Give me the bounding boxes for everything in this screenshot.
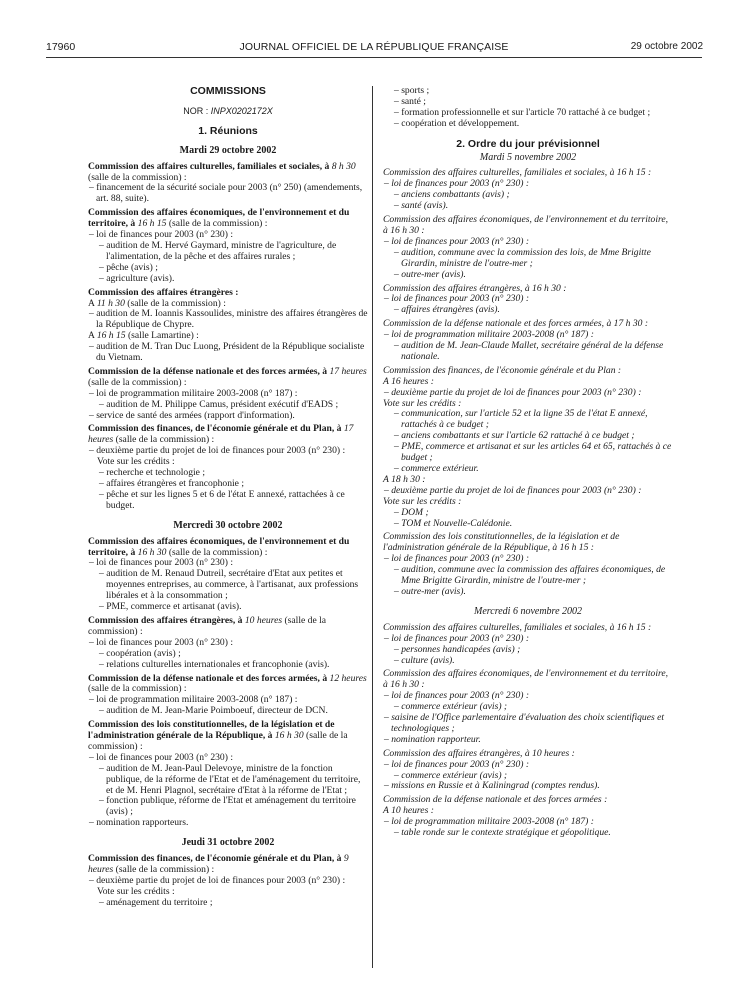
- committee-heading: Commission des finances, de l'économie générale et du Plan, à 9 heures (salle de la commission) :: [88, 853, 349, 875]
- right-column: [383, 86, 673, 839]
- agenda-item: – nomination rapporteurs.: [89, 817, 189, 829]
- time-line: A 11 h 30 (salle de la commission) :: [88, 297, 226, 309]
- agenda-subitem: – culture (avis).: [394, 654, 455, 666]
- agenda-subitem: – recherche et technologie ;: [99, 467, 206, 479]
- agenda-subitem: – commerce extérieur (avis) ;: [394, 701, 508, 713]
- agenda-subitem: – formation professionnelle et sur l'article 70 rattaché à ce budget ;: [394, 106, 651, 118]
- agenda-item: – loi de finances pour 2003 (n° 230) :: [89, 557, 233, 569]
- agenda-subitem: – pêche (avis) ;: [99, 261, 158, 273]
- agenda-item: – loi de programmation militaire 2003-2008 (n° 187) :: [384, 329, 594, 341]
- agenda-subitem: – affaires étrangères et francophonie ;: [99, 478, 244, 489]
- nor-reference: NOR : INPX0202172X: [183, 105, 273, 116]
- agenda-item: – loi de finances pour 2003 (n° 230) :: [384, 553, 530, 565]
- committee-heading: Commission des affaires culturelles, familiales et sociales, à 8 h 30 (salle de la commission) :: [88, 160, 356, 183]
- agenda-subitem: – audition de M. Hervé Gaymard, ministre de l'agriculture, de l'alimentation, de la pêche et des affaires rurales ;: [99, 239, 337, 262]
- committee-heading: Commission des affaires culturelles, familiales et sociales, à 16 h 15 :: [383, 621, 652, 633]
- vote-label: Vote sur les crédits :: [383, 397, 462, 409]
- vote-label: Vote sur les crédits :: [383, 495, 462, 507]
- committee-heading: Commission de la défense nationale et des forces armées, à 17 h 30 :: [383, 318, 649, 330]
- agenda-subitem: – audition de M. Jean-Marie Poimboeuf, directeur de DCN.: [99, 705, 328, 717]
- section-title: COMMISSIONS: [190, 85, 266, 97]
- committee-heading: Commission des affaires étrangères, à 16 h 30 :: [383, 282, 567, 294]
- committee-heading: Commission des affaires culturelles, familiales et sociales, à 16 h 15 :: [383, 167, 652, 179]
- agenda-subitem: – coopération (avis) ;: [99, 647, 181, 659]
- day-heading-nov5: Mardi 5 novembre 2002: [479, 151, 577, 163]
- agenda-subitem: – audition, commune avec la commission des lois, de Mme Brigitte Girardin, ministre de l'outre-mer ;: [394, 246, 651, 269]
- agenda-item: – saisine de l'Office parlementaire d'évaluation des choix scientifiques et technologiques ;: [384, 712, 665, 734]
- section-heading-ordre-du-jour: 2. Ordre du jour prévisionnel: [456, 137, 600, 150]
- agenda-item: – loi de finances pour 2003 (n° 230) :: [384, 293, 530, 305]
- agenda-item: – loi de programmation militaire 2003-2008 (n° 187) :: [89, 694, 298, 706]
- agenda-subitem: – outre-mer (avis).: [394, 268, 466, 280]
- committee-heading: Commission des finances, de l'économie générale et du Plan :: [383, 364, 622, 376]
- header-rule: [46, 57, 702, 58]
- agenda-subitem: – communication, sur l'article 52 et la ligne 35 de l'état E annexé, rattachés à ce budget ;: [394, 408, 648, 431]
- vote-label: Vote sur les crédits :: [97, 456, 175, 468]
- committee-heading: Commission des finances, de l'économie générale et du Plan, à 17 heures (salle de la commission) :: [88, 423, 354, 446]
- agenda-subitem: – audition, commune avec la commission des affaires économiques, de Mme Brigitte Girardin, ministre de l'outre-mer ;: [394, 564, 666, 587]
- agenda-item: – missions en Russie et à Kaliningrad (comptes rendus).: [384, 780, 600, 792]
- agenda-subitem: – PME, commerce et artisanat et sur les articles 64 et 65, rattachés à ce budget ;: [394, 441, 672, 464]
- agenda-subitem: – sports ;: [394, 85, 430, 96]
- page-header: [0, 41, 748, 57]
- agenda-subitem: – commerce extérieur.: [394, 463, 479, 474]
- agenda-subitem: – coopération et développement.: [394, 117, 520, 129]
- agenda-subitem: – outre-mer (avis).: [394, 585, 466, 597]
- agenda-item: – loi de finances pour 2003 (n° 230) :: [384, 758, 530, 770]
- schedule-block: [383, 168, 673, 839]
- committee-heading: Commission de la défense nationale et des forces armées, à 12 heures (salle de la commission) :: [88, 672, 367, 695]
- day-heading-thu: Jeudi 31 octobre 2002: [181, 837, 275, 849]
- agenda-item: – loi de finances pour 2003 (n° 230) :: [384, 632, 530, 644]
- time-line: A 16 heures :: [383, 375, 434, 387]
- agenda-subitem: – anciens combattants (avis) ;: [394, 189, 510, 201]
- agenda-subitem: – audition de M. Philippe Camus, président exécutif d'EADS ;: [99, 398, 339, 410]
- agenda-item: – deuxième partie du projet de loi de finances pour 2003 (n° 230) :: [384, 386, 642, 398]
- committee-heading: Commission des affaires économiques, de l'environnement et du territoire, à 16 h 30 :: [383, 214, 669, 236]
- agenda-item: – loi de finances pour 2003 (n° 230) :: [89, 751, 233, 763]
- agenda-subitem: – PME, commerce et artisanat (avis).: [99, 601, 242, 613]
- committee-heading: Commission des affaires étrangères :: [88, 286, 239, 298]
- time-line: A 18 h 30 :: [383, 473, 426, 485]
- agenda-item: – service de santé des armées (rapport d'information).: [89, 409, 295, 421]
- agenda-item: – loi de finances pour 2003 (n° 230) :: [89, 229, 233, 241]
- agenda-subitem: – audition de M. Jean-Paul Delevoye, ministre de la fonction publique, de la réforme de l'Etat et de l'aménagement du territoire, et de M. Henri Plagnol, secrétaire d'Etat à la réforme de l'Etat ;: [99, 762, 361, 796]
- section-heading-reunions: 1. Réunions: [198, 124, 258, 137]
- vote-label: Vote sur les crédits :: [97, 885, 175, 897]
- left-column: [88, 86, 368, 909]
- agenda-subitem: – audition de M. Renaud Dutreil, secrétaire d'Etat aux petites et moyennes entreprises, au commerce, à l'artisanat, aux professions libérales et à la consommation ;: [99, 568, 359, 602]
- agenda-subitem: – affaires étrangères (avis).: [394, 304, 500, 316]
- agenda-subitem: – fonction publique, réforme de l'Etat et aménagement du territoire (avis) ;: [99, 795, 356, 818]
- agenda-item: – loi de finances pour 2003 (n° 230) :: [384, 178, 530, 190]
- committee-heading: Commission des affaires étrangères, à 10 heures :: [383, 747, 575, 759]
- committee-heading: Commission des affaires étrangères, à 10 heures (salle de la commission) :: [88, 614, 327, 637]
- committee-heading: Commission des affaires économiques, de l'environnement et du territoire, à 16 h 15 (salle de la commission) :: [88, 207, 350, 230]
- committee-heading: Commission des affaires économiques, de l'environnement et du territoire, à 16 h 30 :: [383, 668, 669, 691]
- agenda-subitem: – audition de M. Jean-Claude Mallet, secrétaire général de la défense nationale.: [394, 340, 664, 362]
- time-line: A 16 h 15 (salle Lamartine) :: [88, 330, 199, 342]
- agenda-subitem: – santé (avis).: [394, 200, 449, 212]
- agenda-item: – deuxième partie du projet de loi de finances pour 2003 (n° 230) :: [89, 874, 346, 886]
- agenda-subitem: – DOM ;: [394, 506, 429, 518]
- page-number: 17960: [46, 41, 76, 53]
- issue-date: 29 octobre 2002: [630, 41, 703, 52]
- agenda-subitem: – personnes handicapées (avis) ;: [394, 643, 521, 655]
- day-heading-tue: Mardi 29 octobre 2002: [179, 144, 277, 156]
- agenda-subitem: – table ronde sur le contexte stratégique et géopolitique.: [394, 827, 611, 839]
- committee-heading: Commission de la défense nationale et des forces armées, à 17 heures (salle de la commission) :: [88, 365, 367, 388]
- day-heading-nov6: Mercredi 6 novembre 2002: [473, 605, 583, 617]
- agenda-item: – audition de M. Ioannis Kassoulides, ministre des affaires étrangères de la République de Chypre.: [89, 308, 368, 331]
- committee-heading: Commission des lois constitutionnelles, de la législation et de l'administration générale de la République, à 16 h 15 :: [383, 531, 620, 554]
- agenda-subitem: – TOM et Nouvelle-Calédonie.: [394, 517, 513, 529]
- agenda-item: – deuxième partie du projet de loi de finances pour 2003 (n° 230) :: [384, 484, 642, 496]
- agenda-item: – loi de programmation militaire 2003-2008 (n° 187) :: [384, 816, 594, 828]
- agenda-item: – deuxième partie du projet de loi de finances pour 2003 (n° 230) :: [89, 445, 346, 457]
- agenda-item: – loi de finances pour 2003 (n° 230) :: [89, 636, 233, 648]
- agenda-item: – loi de programmation militaire 2003-2008 (n° 187) :: [89, 387, 298, 399]
- agenda-item: – financement de la sécurité sociale pour 2003 (n° 250) (amendements, art. 88, suite).: [89, 182, 363, 205]
- agenda-item: – nomination rapporteur.: [384, 733, 481, 745]
- day-heading-wed: Mercredi 30 octobre 2002: [173, 519, 283, 531]
- journal-title: JOURNAL OFFICIEL DE LA RÉPUBLIQUE FRANÇAISE: [239, 41, 509, 53]
- committee-heading: Commission des lois constitutionnelles, de la législation et de l'administration générale de la République, à 16 h 30 (salle de la commission) :: [88, 719, 348, 752]
- agenda-subitem: – pêche et sur les lignes 5 et 6 de l'état E annexé, rattachées à ce budget.: [99, 488, 345, 511]
- committee-heading: Commission des affaires économiques, de l'environnement et du territoire, à 16 h 30 (salle de la commission) :: [88, 535, 350, 558]
- agenda-subitem: – commerce extérieur (avis) ;: [394, 769, 508, 781]
- agenda-item: – loi de finances pour 2003 (n° 230) :: [384, 690, 530, 702]
- agenda-item: – audition de M. Tran Duc Luong, Président de la République socialiste du Vietnam.: [89, 341, 365, 364]
- time-line: A 10 heures :: [383, 805, 434, 817]
- committee-heading: Commission de la défense nationale et des forces armées :: [383, 794, 608, 806]
- agenda-subitem: – agriculture (avis).: [99, 272, 175, 284]
- agenda-subitem: – anciens combattants et sur l'article 62 rattaché à ce budget ;: [394, 430, 635, 442]
- agenda-subitem: – santé ;: [394, 95, 426, 107]
- agenda-subitem: – relations culturelles internationales et francophonie (avis).: [99, 658, 330, 670]
- agenda-subitem: – aménagement du territoire ;: [99, 896, 213, 908]
- column-divider: [372, 86, 373, 968]
- agenda-item: – loi de finances pour 2003 (n° 230) :: [384, 235, 530, 247]
